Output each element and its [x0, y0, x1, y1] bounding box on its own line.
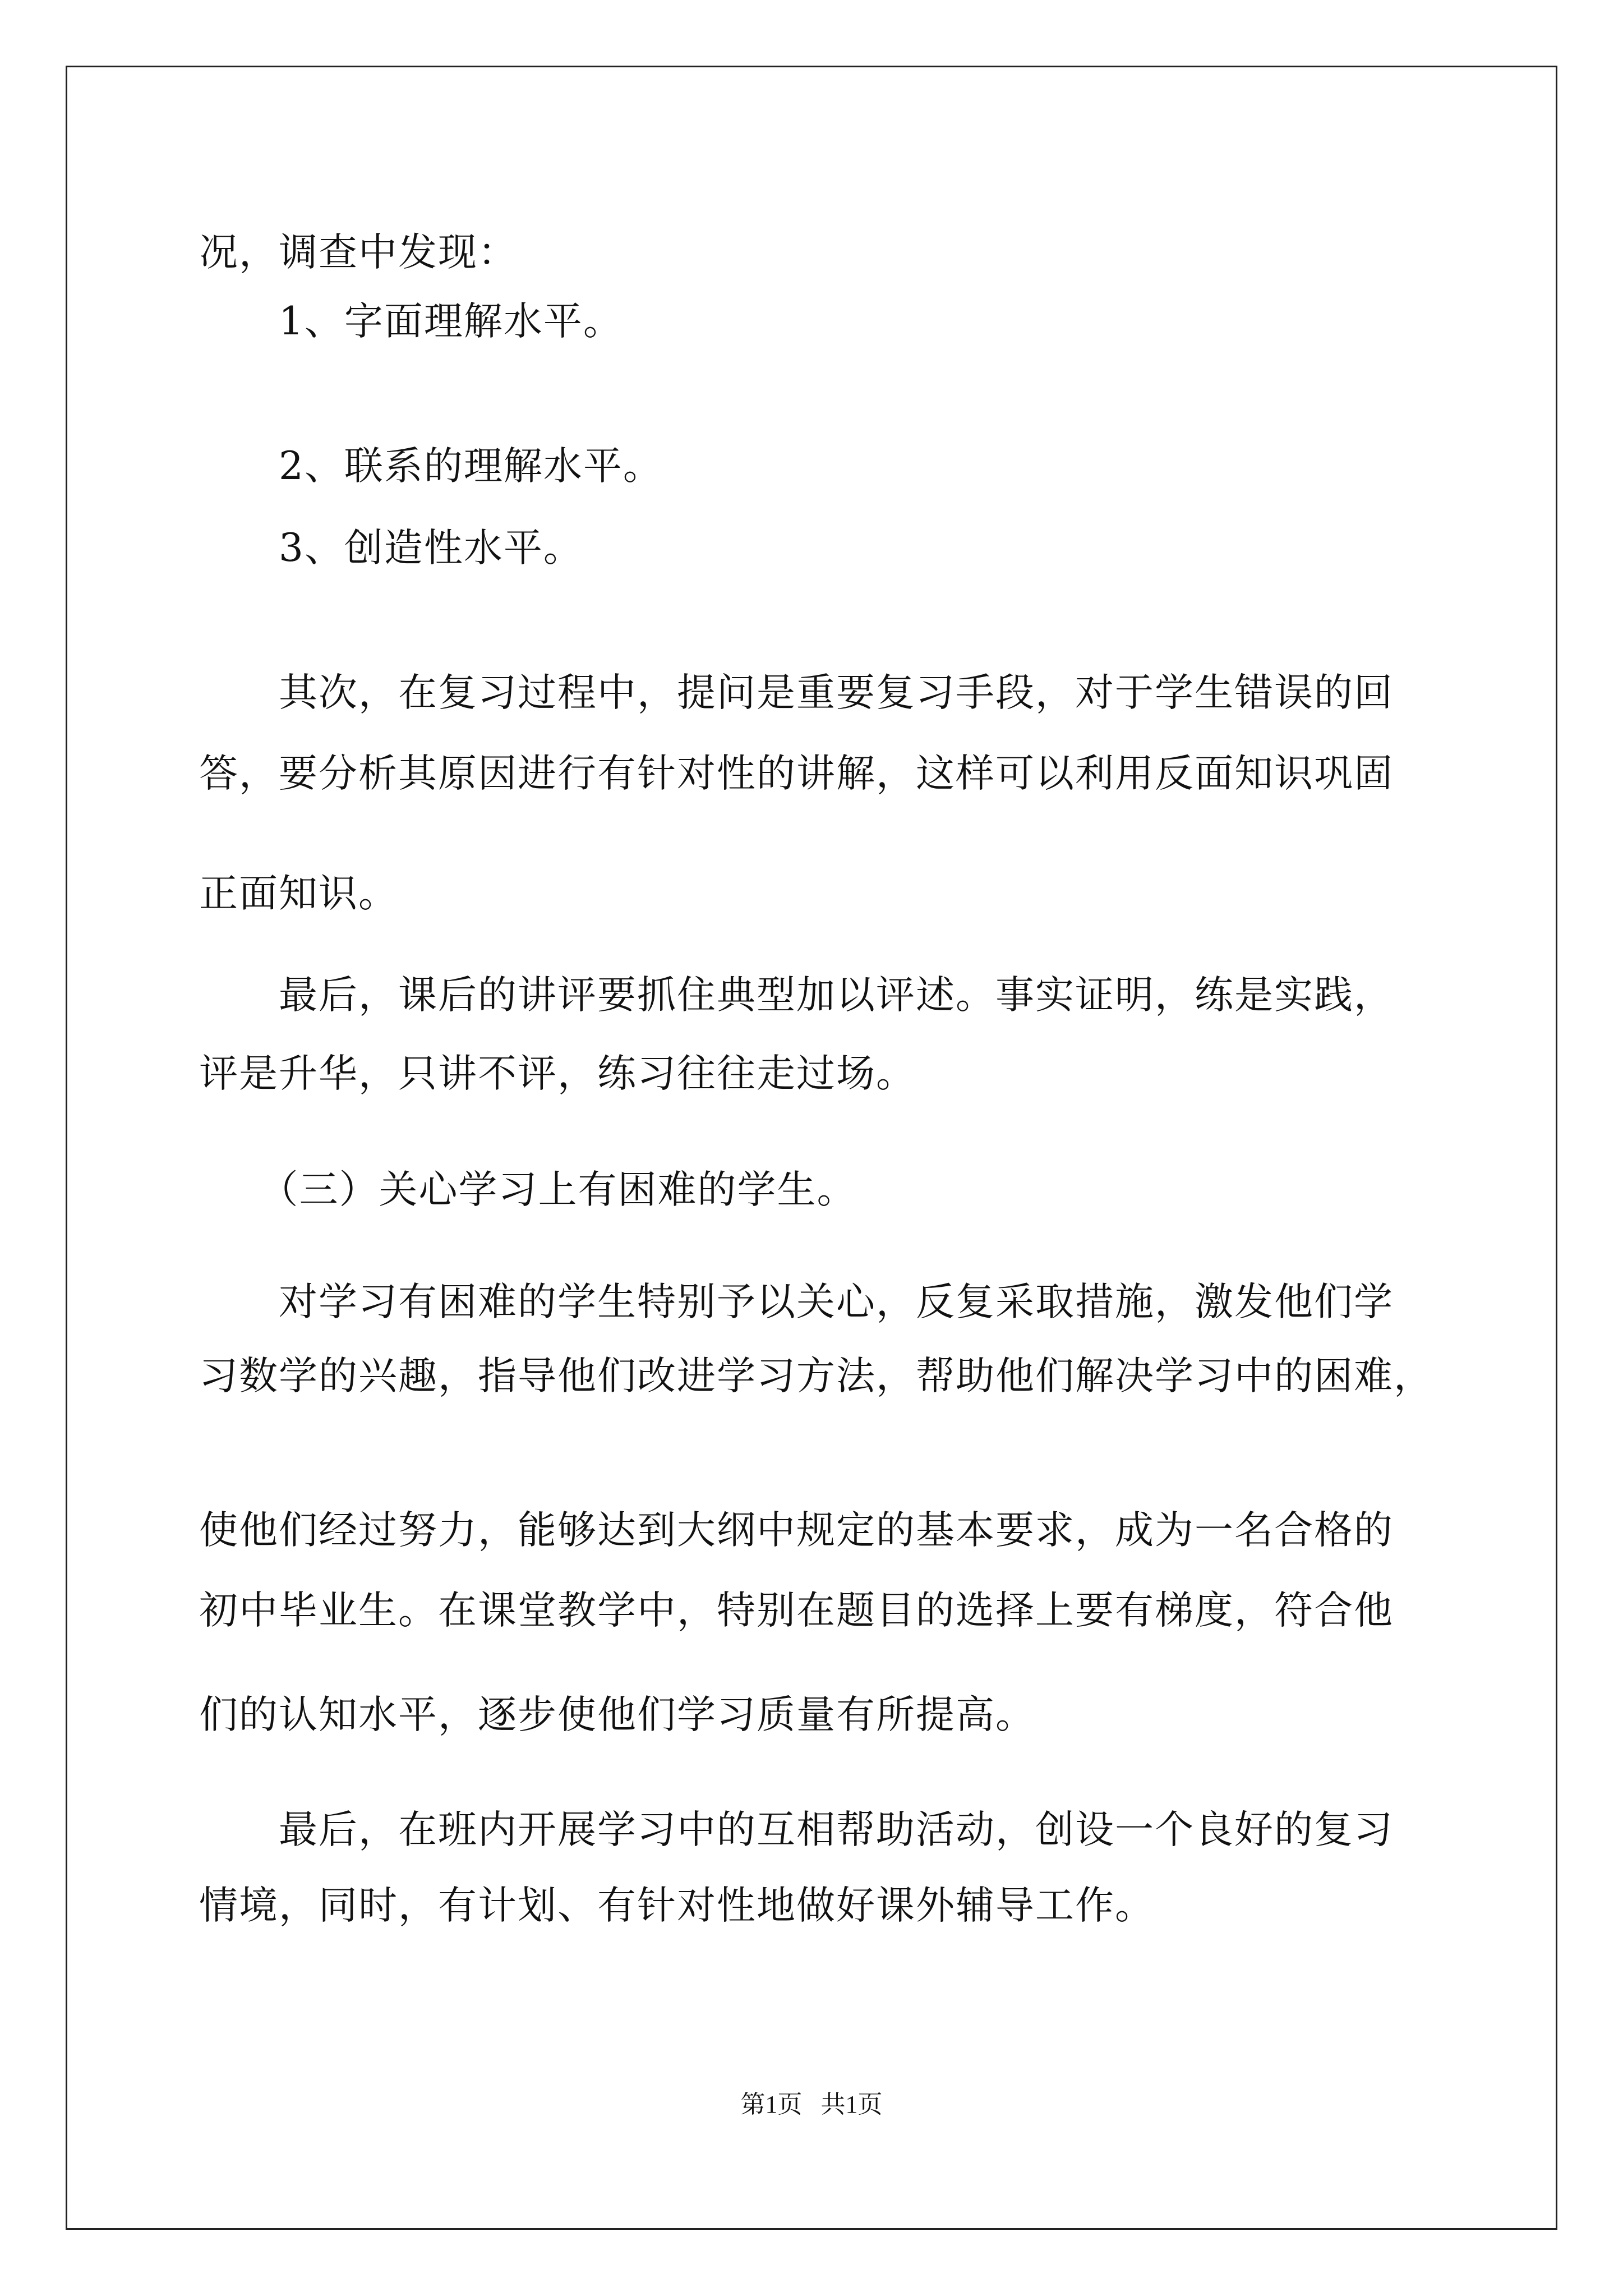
text-line: 其次，在复习过程中，提问是重要复习手段，对于学生错误的回 — [199, 670, 1394, 715]
page-footer: 第1页 共1页 — [740, 2091, 883, 2118]
text-line: 初中毕业生。在课堂教学中，特别在题目的选择上要有梯度，符合他 — [199, 1588, 1394, 1633]
text-line: 使他们经过努力，能够达到大纲中规定的基本要求，成为一名合格的 — [199, 1508, 1394, 1553]
text-line: 况，调查中发现： — [199, 230, 518, 275]
text-line: 对学习有困难的学生特别予以关心，反复采取措施，激发他们学 — [199, 1280, 1394, 1324]
text-line: 评是升华，只讲不评，练习往往走过场。 — [199, 1051, 916, 1096]
text-line: 答，要分析其原因进行有针对性的讲解，这样可以利用反面知识巩固 — [199, 751, 1394, 796]
text-line: 习数学的兴趣，指导他们改进学习方法，帮助他们解决学习中的困难， — [199, 1354, 1433, 1398]
text-line: 正面知识。 — [199, 871, 398, 916]
text-line: 3、创造性水平。 — [199, 526, 583, 570]
text-line: 们的认知水平，逐步使他们学习质量有所提高。 — [199, 1692, 1035, 1737]
text-line: 1、字面理解水平。 — [199, 299, 623, 344]
text-line: （三）关心学习上有困难的学生。 — [199, 1167, 857, 1212]
text-line: 最后，课后的讲评要抓住典型加以评述。事实证明，练是实践， — [199, 973, 1394, 1018]
text-line: 2、联系的理解水平。 — [199, 444, 663, 489]
text-line: 最后，在班内开展学习中的互相帮助活动，创设一个良好的复习 — [199, 1807, 1394, 1852]
text-line: 情境，同时，有计划、有针对性地做好课外辅导工作。 — [199, 1883, 1155, 1928]
